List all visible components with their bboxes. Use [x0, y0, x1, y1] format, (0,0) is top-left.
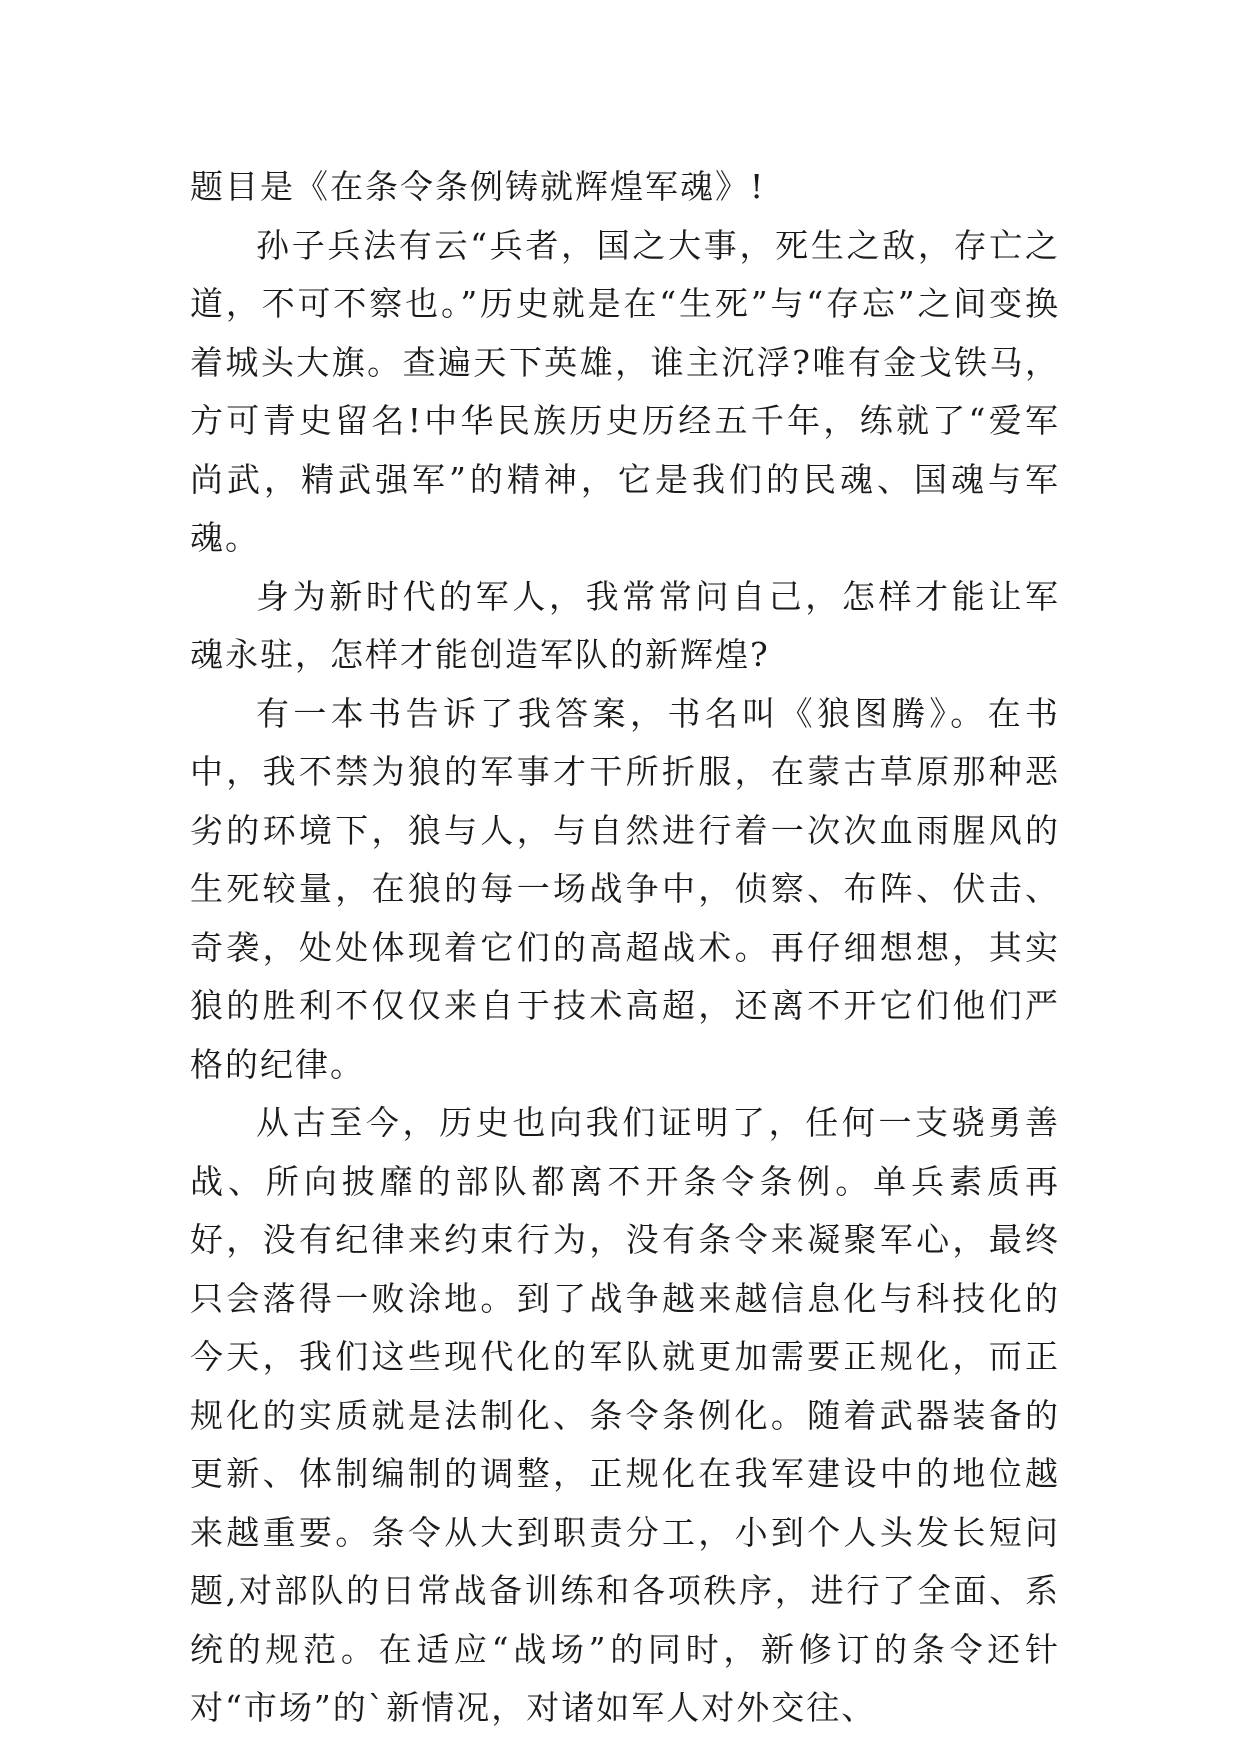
document-body [190, 158, 1060, 1738]
paragraph-sunzi: 孙子兵法有云“兵者，国之大事，死生之敌，存亡之道，不可不察也。”历史就是在“生死”与“存忘”之间变换着城头大旗。查遍天下英雄，谁主沉浮?唯有金戈铁马，方可青史留名!中华民族历史历经五千年，练就了“爱军尚武，精武强军”的精神，它是我们的民魂、国魂与军魂。 [190, 225, 1060, 557]
paragraph-new-era-soldier: 身为新时代的军人，我常常问自己，怎样才能让军魂永驻，怎样才能创造军队的新辉煌? [190, 576, 1060, 674]
paragraph-title-line: 题目是《在条令条例铸就辉煌军魂》! [190, 167, 766, 206]
paragraph-wolf-totem: 有一本书告诉了我答案，书名叫《狼图腾》。在书中，我不禁为狼的军事才干所折服，在蒙古草原那种恶劣的环境下，狼与人，与自然进行着一次次血雨腥风的生死较量，在狼的每一场战争中，侦察、布阵、伏击、奇袭，处处体现着它们的高超战术。再仔细想想，其实狼的胜利不仅仅来自于技术高超，还离不开它们他们严格的纪律。 [190, 693, 1060, 1084]
paragraph-history-regulations: 从古至今，历史也向我们证明了，任何一支骁勇善战、所向披靡的部队都离不开条令条例。单兵素质再好，没有纪律来约束行为，没有条令来凝聚军心，最终只会落得一败涂地。到了战争越来越信息化与科技化的今天，我们这些现代化的军队就更加需要正规化，而正规化的实质就是法制化、条令条例化。随着武器装备的更新、体制编制的调整，正规化在我军建设中的地位越来越重要。条令从大到职责分工，小到个人头发长短问题,对部队的日常战备训练和各项秩序，进行了全面、系统的规范。在适应“战场”的同时，新修订的条令还针对“市场”的`新情况，对诸如军人对外交往、 [190, 1103, 1060, 1727]
